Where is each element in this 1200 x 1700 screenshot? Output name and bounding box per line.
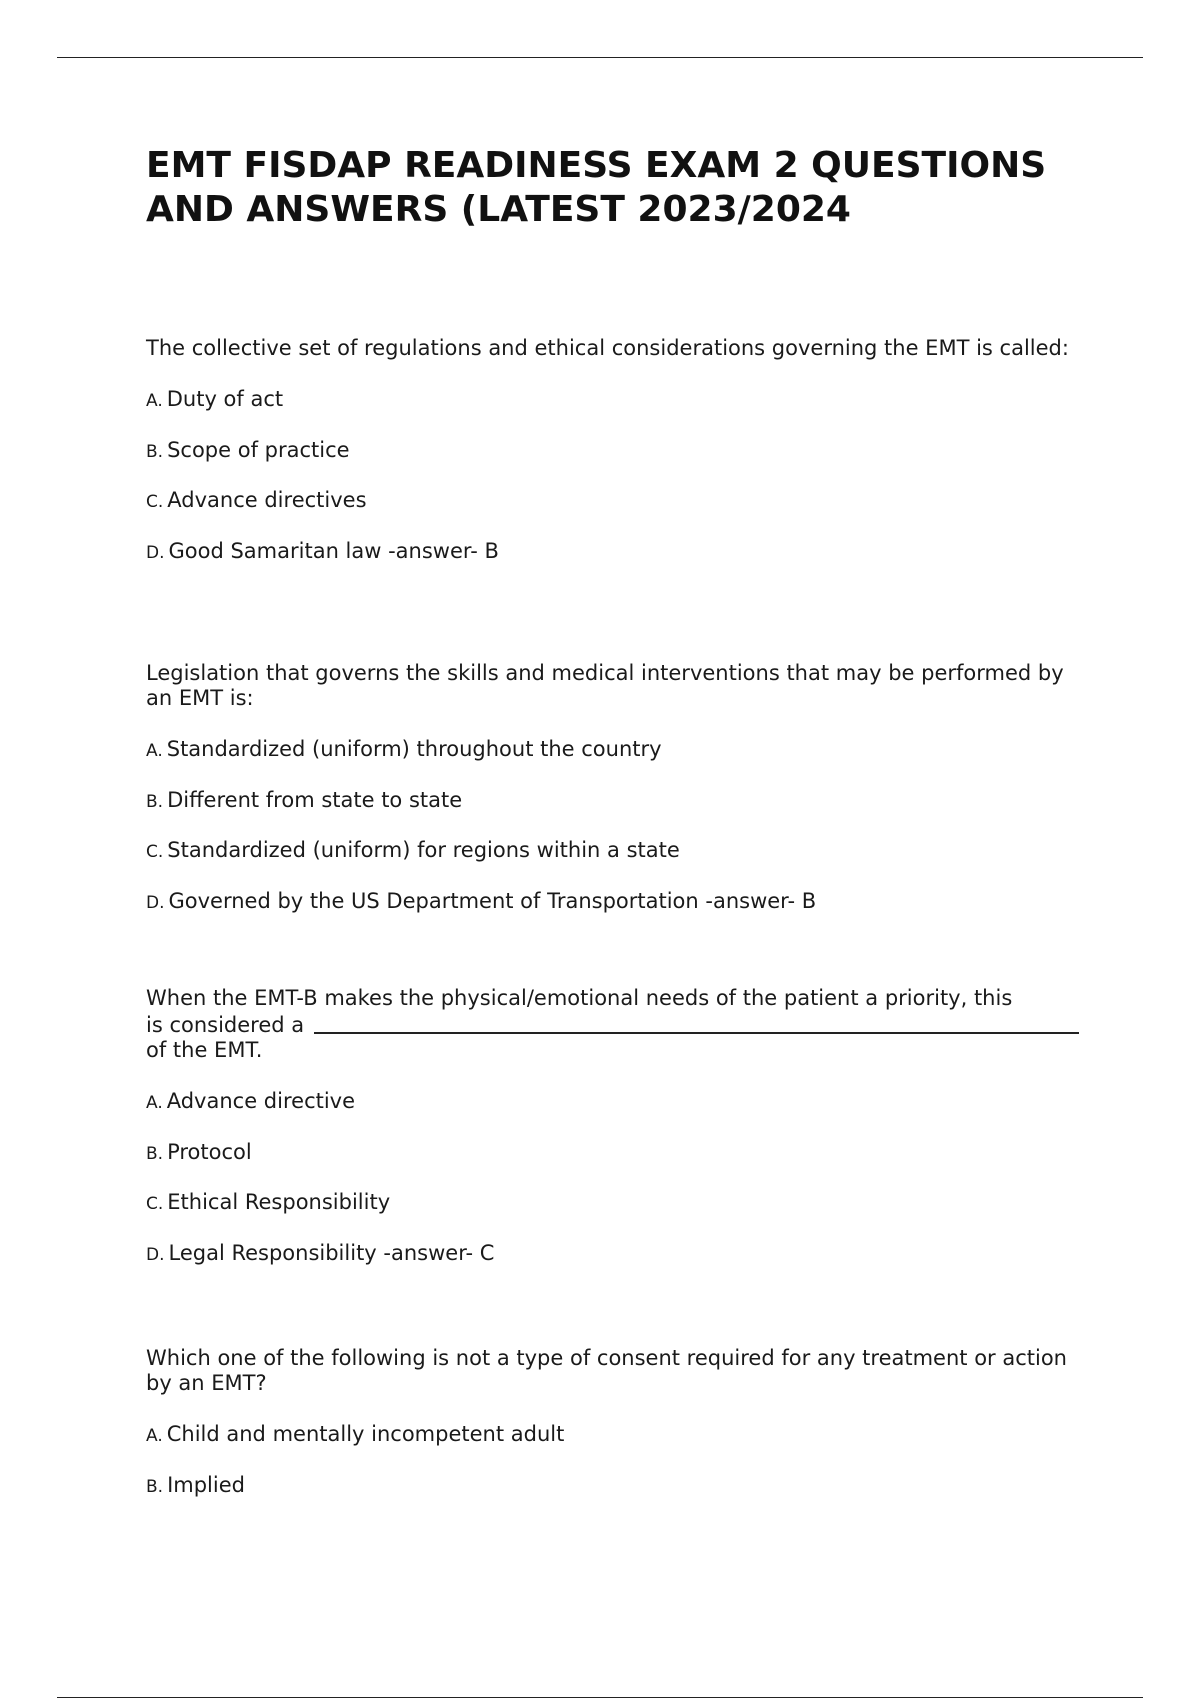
question-text-fragment: is considered a <box>146 1013 305 1037</box>
page-title: EMT FISDAP READINESS EXAM 2 QUESTIONS AND ANSWERS (LATEST 2023/2024 <box>146 145 1047 230</box>
option-b <box>146 1140 1086 1165</box>
option-d <box>146 539 1086 564</box>
option-text: Standardized (uniform) for regions within a state <box>167 838 680 862</box>
question-4 <box>146 1346 1086 1523</box>
option-letter: C. <box>146 492 164 512</box>
option-a <box>146 1422 1086 1447</box>
option-list <box>146 387 1086 564</box>
question-text: The collective set of regulations and ethical considerations governing the EMT is called: <box>146 336 1069 360</box>
option-list <box>146 1089 1086 1266</box>
question-text-line-2 <box>146 1013 1086 1038</box>
option-letter: D. <box>146 1244 165 1265</box>
option-text: Good Samaritan law -answer- B <box>168 538 499 563</box>
option-text: Standardized (uniform) throughout the country <box>166 737 662 761</box>
top-rule <box>57 57 1143 58</box>
question-text: Legislation that governs the skills and medical interventions that may be performed by an EMT is: <box>146 661 1064 710</box>
question-text: Which one of the following is not a type of consent required for any treatment or action by an EMT? <box>146 1346 1067 1395</box>
option-a <box>146 387 1086 412</box>
option-text: Different from state to state <box>167 787 463 812</box>
option-list <box>146 737 1086 914</box>
option-letter: B. <box>146 791 164 812</box>
option-letter: C. <box>146 1194 164 1214</box>
option-text: Protocol <box>167 1139 252 1164</box>
option-letter: A. <box>146 1093 163 1113</box>
bottom-rule <box>57 1697 1143 1698</box>
option-a <box>146 737 1086 762</box>
option-c <box>146 838 1086 863</box>
option-c <box>146 488 1086 513</box>
question-1 <box>146 336 1086 589</box>
option-text: Scope of practice <box>167 437 350 462</box>
option-letter: C. <box>146 842 164 862</box>
option-b <box>146 788 1086 813</box>
answer-blank-line <box>314 1032 1079 1034</box>
option-text: Legal Responsibility -answer- C <box>168 1240 495 1265</box>
option-text: Governed by the US Department of Transportation -answer- B <box>168 888 817 913</box>
option-text: Duty of act <box>166 387 284 411</box>
option-text: Implied <box>167 1472 245 1497</box>
option-letter: D. <box>146 892 165 913</box>
question-3 <box>146 986 1086 1291</box>
option-a <box>146 1089 1086 1114</box>
option-letter: A. <box>146 741 163 761</box>
question-text-line-3: of the EMT. <box>146 1038 263 1062</box>
question-text-line-1: When the EMT-B makes the physical/emotional needs of the patient a priority, this <box>146 986 1013 1010</box>
option-letter: D. <box>146 542 165 563</box>
option-list <box>146 1422 1086 1498</box>
option-text: Advance directive <box>166 1089 356 1113</box>
option-b <box>146 438 1086 463</box>
option-text: Advance directives <box>167 488 367 512</box>
option-text: Ethical Responsibility <box>167 1190 391 1214</box>
option-letter: B. <box>146 1143 164 1164</box>
option-d <box>146 889 1086 914</box>
option-b <box>146 1473 1086 1498</box>
option-letter: A. <box>146 1426 163 1446</box>
option-text: Child and mentally incompetent adult <box>166 1422 565 1446</box>
question-2 <box>146 661 1086 939</box>
option-d <box>146 1241 1086 1266</box>
option-letter: B. <box>146 1476 164 1497</box>
option-letter: B. <box>146 441 164 462</box>
option-c <box>146 1190 1086 1215</box>
option-letter: A. <box>146 391 163 411</box>
